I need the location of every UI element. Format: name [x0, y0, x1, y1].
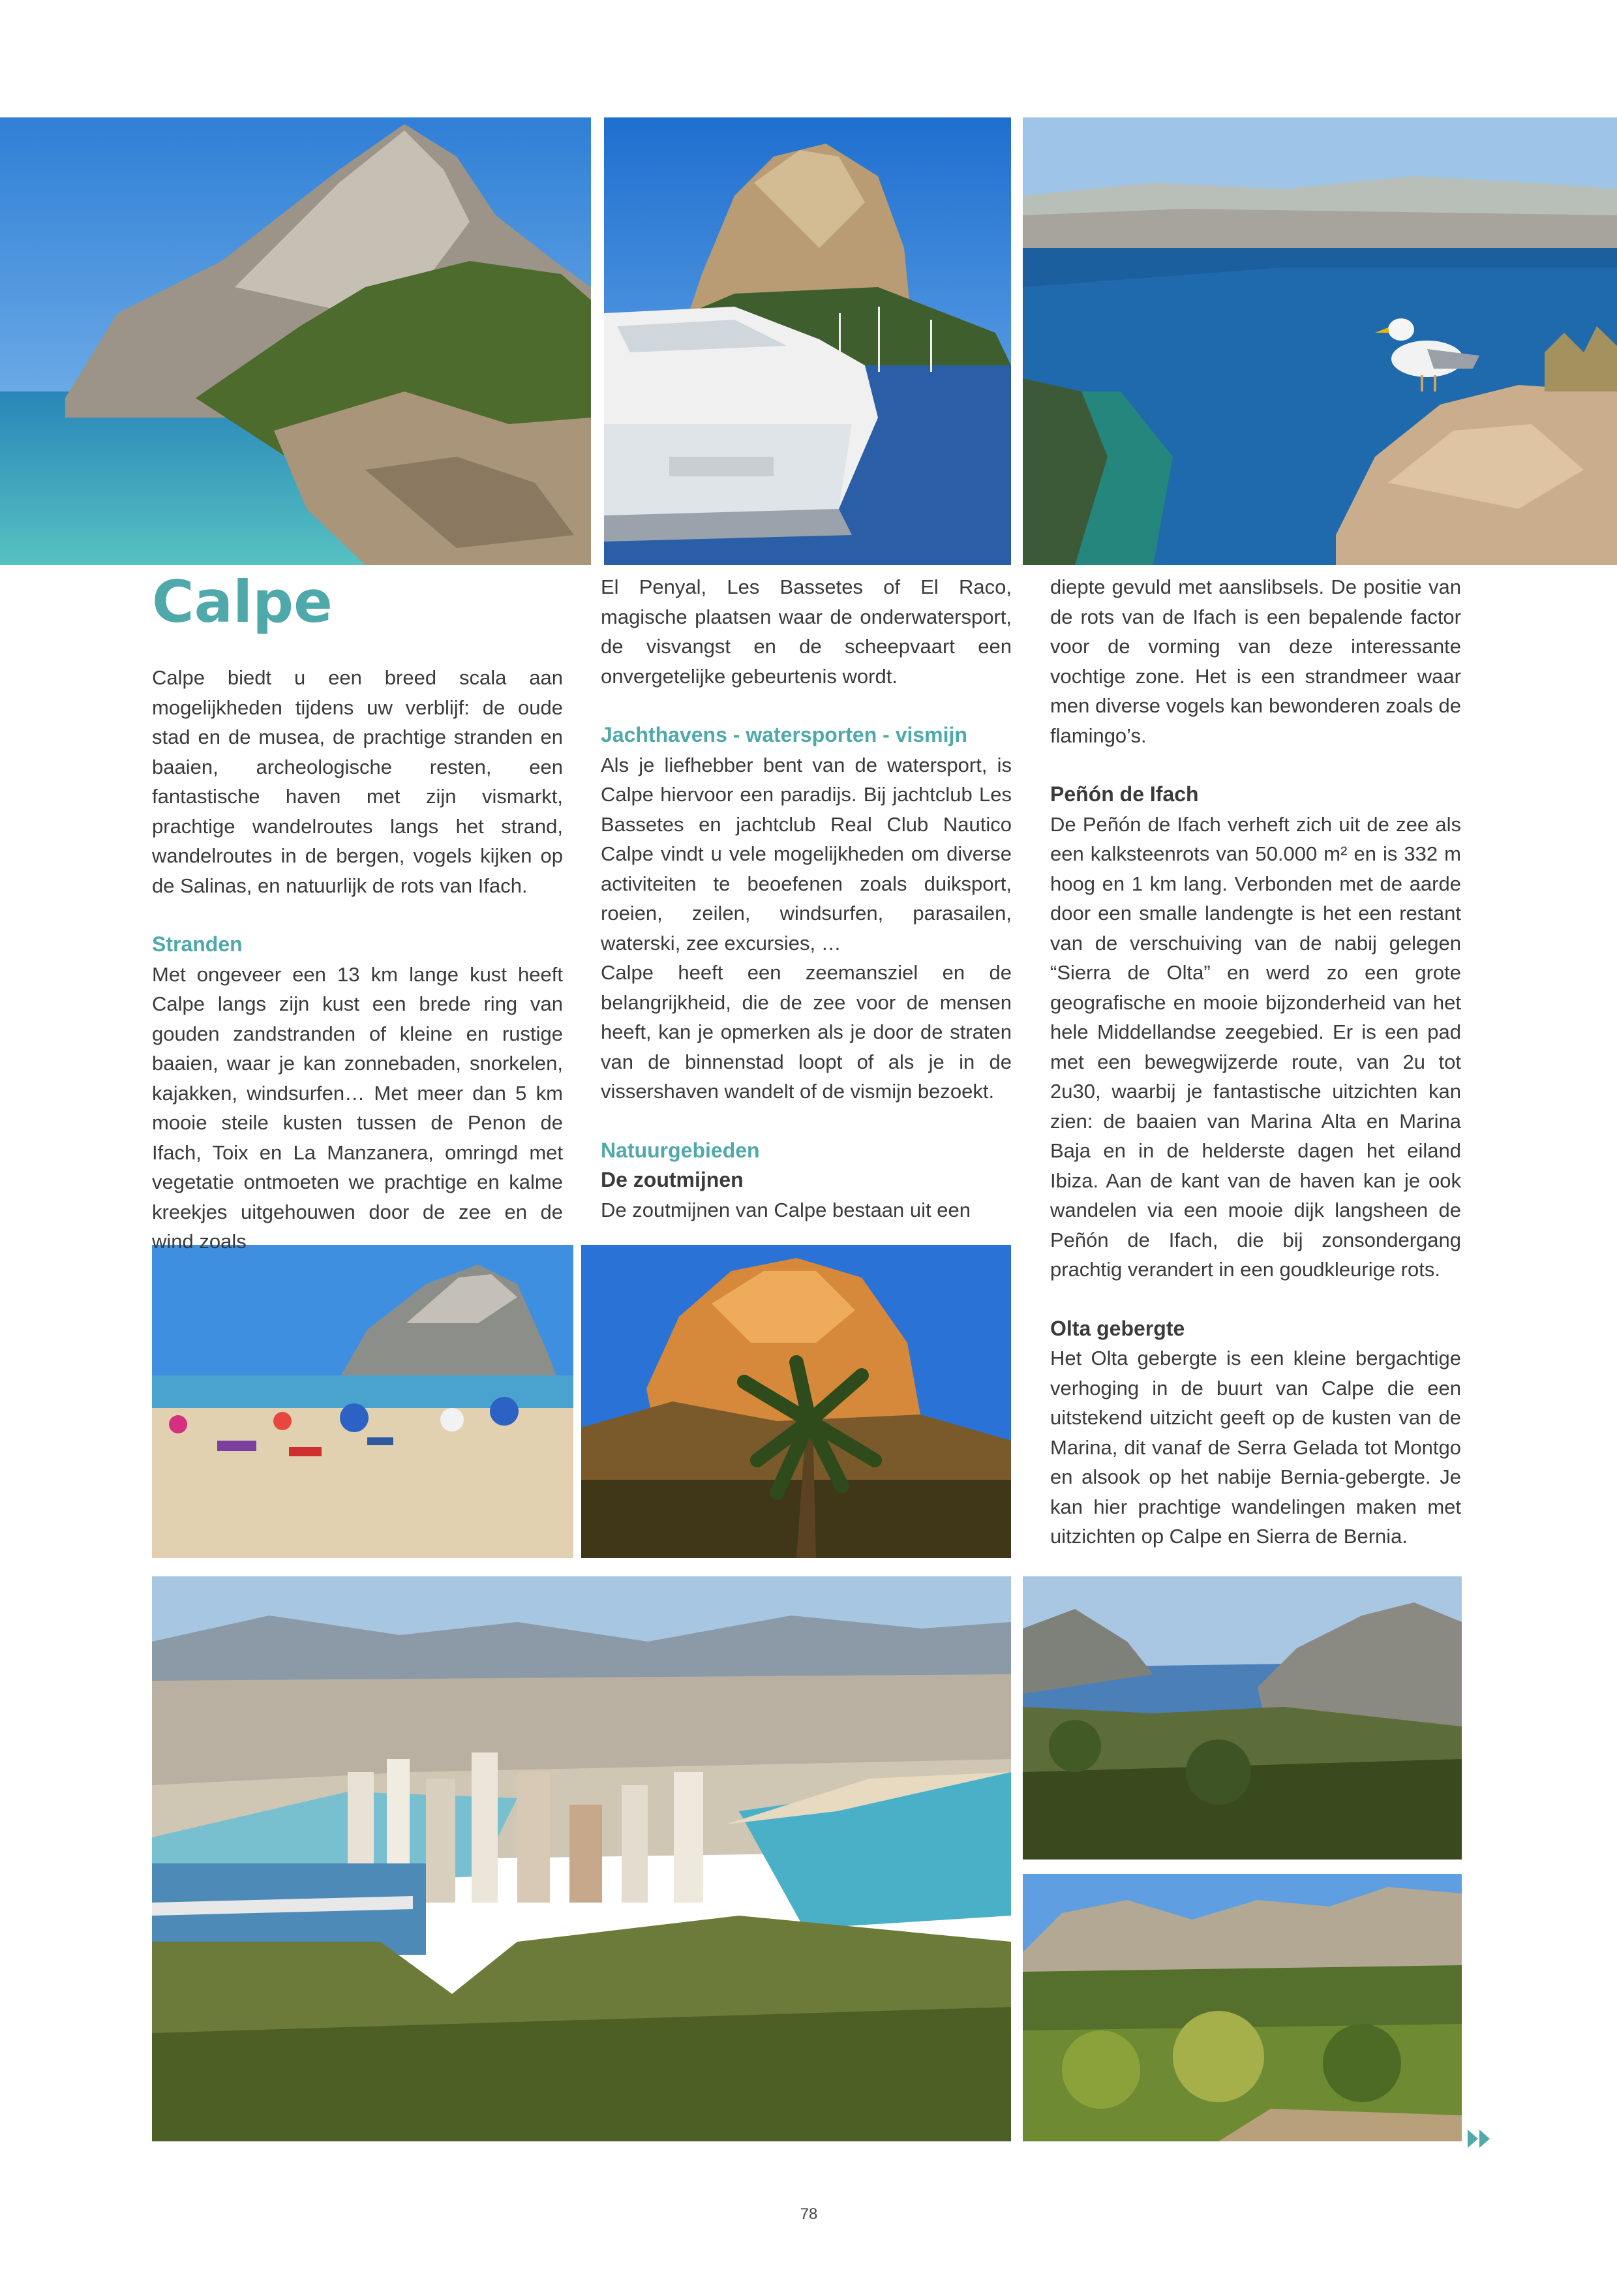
text-column-2 [601, 572, 1012, 1225]
zoutmijnen-paragraph-continued: diepte gevuld met aanslibsels. De positie van de rots van de Ifach is een bepalende factor voor de vorming van deze interessante vochtige zone. Het is een strandmeer waar men diverse vogels kan bewonderen zoals de flamingo’s. [1050, 575, 1461, 747]
photo-harbour-catamaran [604, 117, 1011, 565]
penon-paragraph: De Peñón de Ifach verheft zich uit de zee als een kalksteenrots van 50.000 m² en is 332 m hoog en 1 km lang. Verbonden met de aarde door een smalle landengte is het een restant van de verschuiving van de nabij gelegen “Sierra de Olta” en werd zo een grote geografische en mooie bijzonderheid van het hele Middellandse zeegebied. Er is een pad met een bewegwijzerde route, van 2u tot 2u30, waarbij je fantastische uitzichten kan zien: de baaien van Marina Alta en Marina Baja en in de helderste dagen het eiland Ibiza. Aan de kant van de haven kan je ook wandelen via een mooie dijk langsheen de Peñón de Ifach, die bij zonsondergang prachtig verandert in een goudkleurige rots. [1050, 812, 1461, 1281]
page-title: Calpe [152, 568, 333, 635]
photo-forest-path [1023, 1874, 1462, 2141]
intro-paragraph: Calpe biedt u een breed scala aan mogelijkheden tijdens uw verblijf: de oude stad en de musea, de prachtige stranden en baaien, archeologische resten, een fantastische haven met zijn vismarkt, prachtige wandelroutes langs het strand, wandelroutes in de bergen, vogels kijken op de Salinas, en natuurlijk de rots van Ifach. [152, 666, 563, 897]
photo-city-panorama [152, 1576, 1011, 2141]
double-chevron-right-icon [1466, 2126, 1492, 2152]
photo-beach [152, 1245, 573, 1558]
stranden-paragraph: Met ongeveer een 13 km lange kust heeft Calpe langs zijn kust een brede ring van gouden zandstranden of kleine en rustige baaien, waar je kan zonnebaden, snorkelen, kajakken, windsurfen… Met meer dan 5 km mooie steile kusten tussen de Penon de Ifach, Toix en La Manzanera, omringd met vegetatie ontmoeten we prachtige en kalme kreekjes uitgehouwen door de zee en de wind zoals [152, 962, 563, 1253]
section-heading-jachthavens: Jachthavens - watersporten - vismijn [601, 723, 967, 746]
photo-bay-seagull [1023, 117, 1617, 565]
photo-golden-rock-palm [581, 1245, 1011, 1558]
section-heading-natuurgebieden: Natuurgebieden [601, 1138, 760, 1162]
photo-mountain-view [1023, 1576, 1462, 1860]
zoutmijnen-paragraph: De zoutmijnen van Calpe bestaan uit een [601, 1198, 971, 1221]
stranden-paragraph-continued: El Penyal, Les Bassetes of El Raco, magische plaatsen waar de onderwatersport, de visvangst en de scheepvaart een onvergetelijke gebeurtenis wordt. [601, 575, 1012, 688]
text-column-3 [1050, 572, 1461, 1552]
section-heading-stranden: Stranden [152, 932, 243, 956]
photo-penon-coast [0, 117, 591, 565]
section-heading-olta: Olta gebergte [1050, 1316, 1185, 1340]
page-number: 78 [800, 2205, 818, 2223]
section-heading-penon: Peñón de Ifach [1050, 782, 1199, 806]
text-column-1 [152, 663, 563, 1257]
subheading-zoutmijnen: De zoutmijnen [601, 1168, 744, 1191]
jachthavens-paragraph-2: Calpe heeft een zeemansziel en de belangrijkheid, die de zee voor de mensen heeft, kan je opmerken als je door de straten van de binnenstad loopt of als je in de vissershaven wandelt of de vismijn bezoekt. [601, 961, 1012, 1103]
olta-paragraph: Het Olta gebergte is een kleine bergachtige verhoging in de buurt van Calpe die een uitstekend uitzicht geeft op de kusten van de Marina, dit vanaf de Serra Gelada tot Montgo en alsook op het nabije Bernia-gebergte. Je kan hier prachtige wandelingen maken met uitzichten op Calpe en Sierra de Bernia. [1050, 1347, 1461, 1548]
jachthavens-paragraph-1: Als je liefhebber bent van de watersport, is Calpe hiervoor een paradijs. Bij jachtclub Les Bassetes en jachtclub Real Club Nautico Calpe vindt u vele mogelijkheden om diverse activiteiten te beoefenen zoals duiksport, roeien, zeilen, windsurfen, parasailen, waterski, zee excursies, … [601, 753, 1012, 955]
